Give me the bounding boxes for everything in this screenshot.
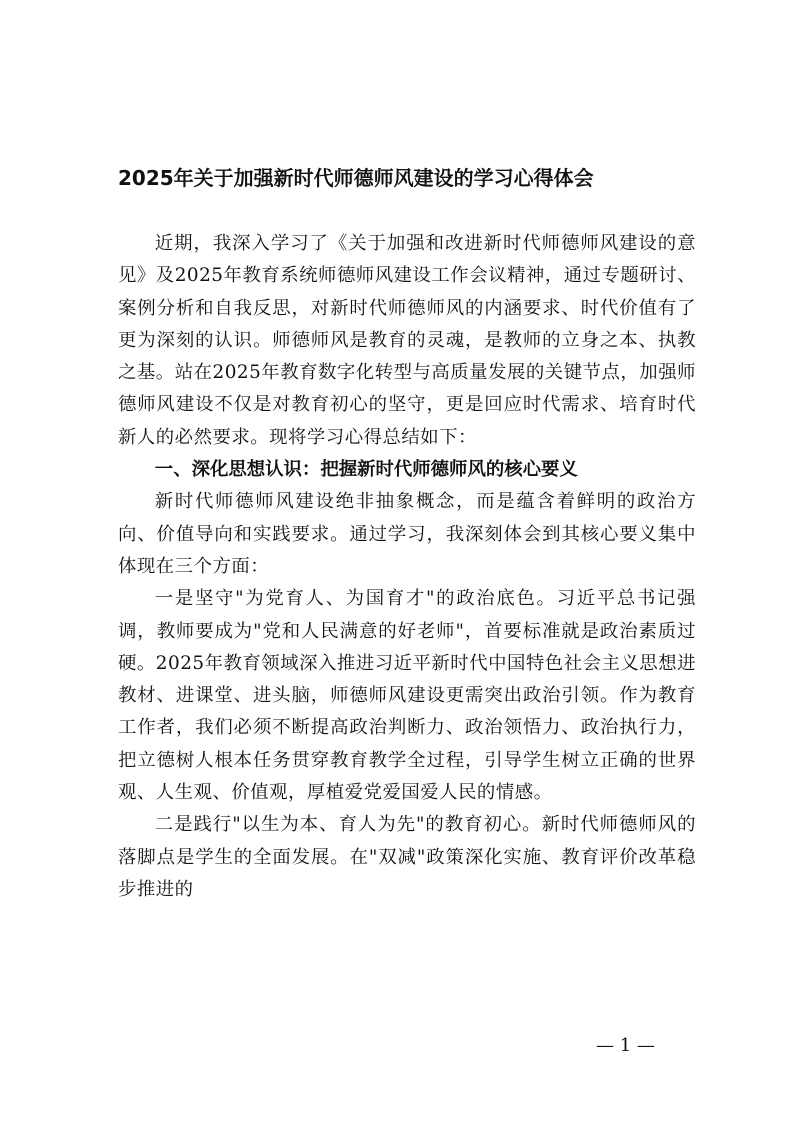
point-one-paragraph: 一是坚守"为党育人、为国育才"的政治底色。习近平总书记强调，教师要成为"党和人民满意的好老师"，首要标准就是政治素质过硬。2025年教育领域深入推进习近平新时代中国特色社会主义思想进教材、进课堂、进头脑，师德师风建设更需突出政治引领。作为教育工作者，我们必须不断提高政治判断力、政治领悟力、政治执行力，把立德树人根本任务贯穿教育教学全过程，引导学生树立正确的世界观、人生观、价值观，厚植爱党爱国爱人民的情感。	[118, 588, 696, 804]
document-title: 2025年关于加强新时代师德师风建设的学习心得体会	[118, 166, 594, 190]
intro-paragraph: 近期，我深入学习了《关于加强和改进新时代师德师风建设的意见》及2025年教育系统师德师风建设工作会议精神，通过专题研讨、案例分析和自我反思，对新时代师德师风的内涵要求、时代价值有了更为深刻的认识。师德师风是教育的灵魂，是教师的立身之本、执教之基。站在2025年教育数字化转型与高质量发展的关键节点，加强师德师风建设不仅是对教育初心的坚守，更是回应时代需求、培育时代新人的必然要求。现将学习心得总结如下：	[118, 233, 696, 448]
section-intro-paragraph: 新时代师德师风建设绝非抽象概念，而是蕴含着鲜明的政治方向、价值导向和实践要求。通过学习，我深刻体会到其核心要义集中体现在三个方面：	[118, 491, 696, 577]
document-body	[118, 228, 696, 906]
section-heading: 一、深化思想认识：把握新时代师德师风的核心要义	[154, 459, 578, 481]
point-two-paragraph: 二是践行"以生为本、育人为先"的教育初心。新时代师德师风的落脚点是学生的全面发展。在"双减"政策深化实施、教育评价改革稳步推进的	[118, 814, 696, 900]
page-number: — 1 —	[596, 1035, 655, 1056]
